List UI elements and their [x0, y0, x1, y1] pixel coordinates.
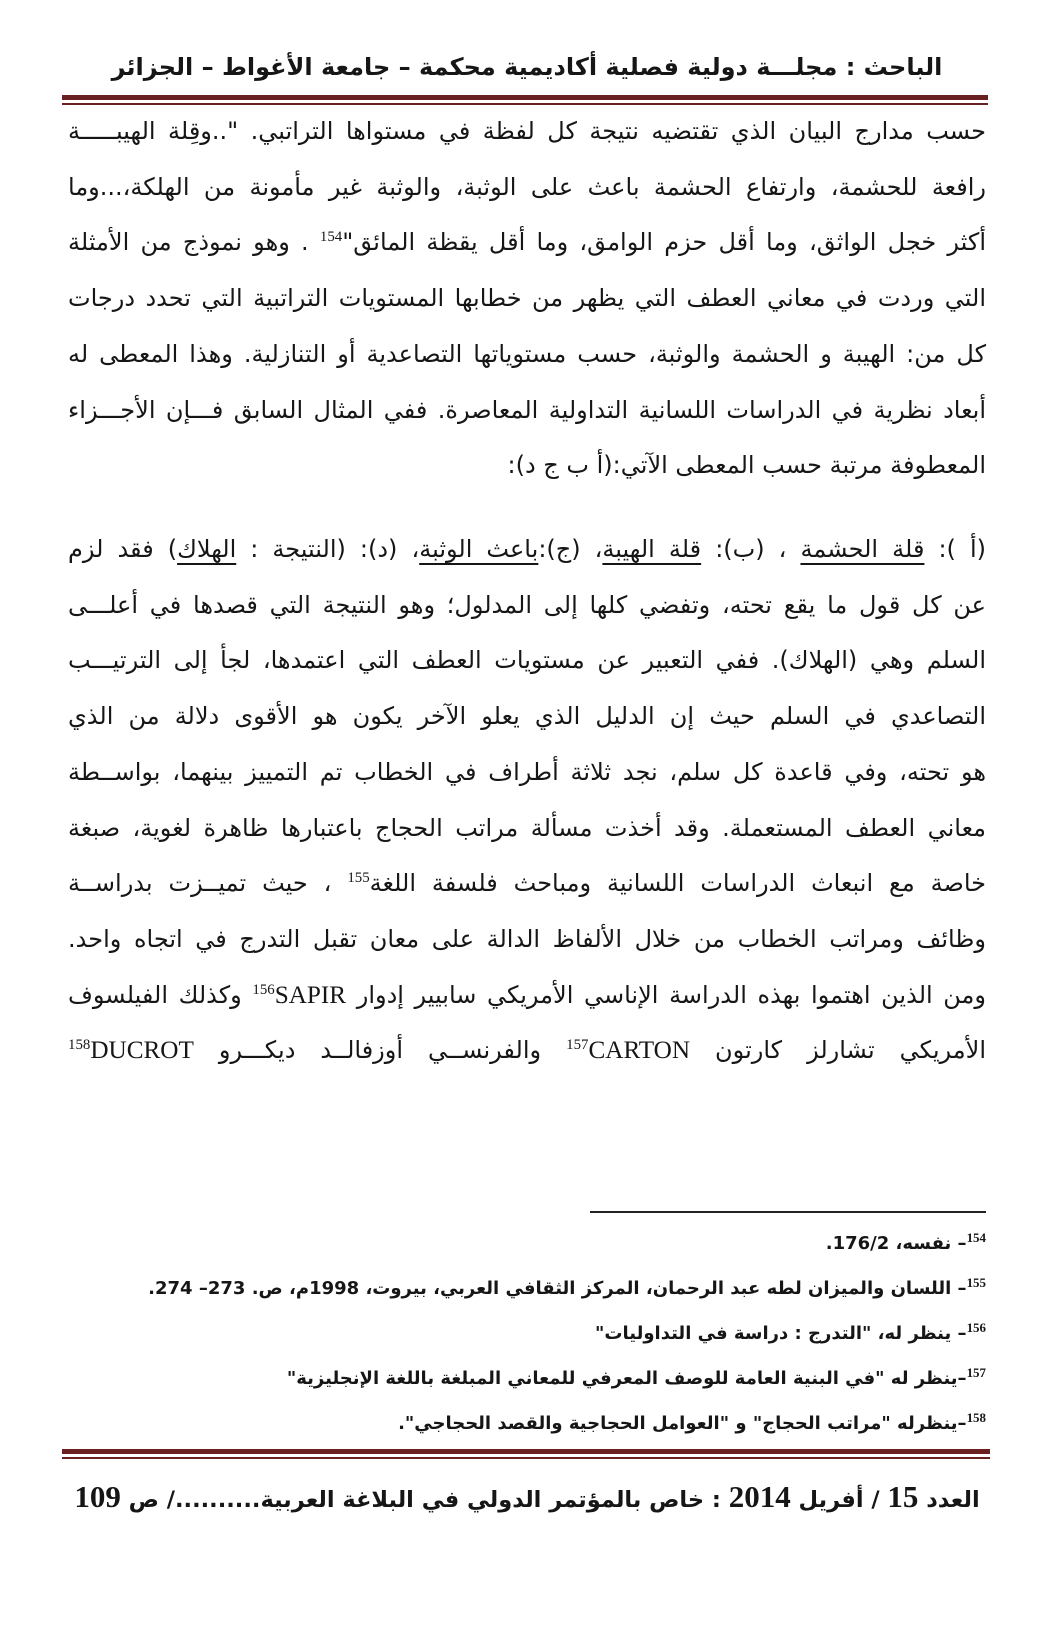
body-line: [68, 104, 986, 160]
footnote-text: – اللسان والميزان لطه عبد الرحمان، المركز الثقافي العربي، بيروت، 1998م، ص. 273– 274.: [148, 1278, 967, 1299]
issue-year: 2014: [728, 1479, 791, 1514]
footer-double-rule: [62, 1449, 990, 1459]
footnote-text: – نفسه، 176/2.: [825, 1233, 967, 1254]
line-text: خاصة مع انبعاث الدراسات اللسانية ومباحث فلسفة اللغة: [369, 869, 986, 898]
footnote-number: 157: [966, 1365, 986, 1380]
footnotes: [68, 1221, 986, 1446]
footnote-ref-154: 154: [319, 229, 343, 246]
issue-number: 15: [887, 1479, 919, 1514]
latin-name: SAPIR: [274, 981, 347, 1009]
line-text: ، (ب):: [701, 535, 801, 563]
line-text: المعطوفة مرتبة حسب المعطى الآتي:(أ ب ج د):: [507, 451, 986, 480]
line-text: معاني العطف المستعملة. وقد أخذت مسألة مراتب الحجاج باعتبارها ظاهرة لغوية، صبغة: [68, 813, 986, 842]
page-number: 109: [74, 1479, 121, 1514]
line-text: ومن الذين اهتموا بهذه الدراسة الإناسي الأمريكي سابيير إدوار: [346, 980, 987, 1009]
body-line: [68, 633, 986, 689]
body-line: [68, 522, 986, 578]
body-line: [68, 689, 986, 745]
footnote-separator: [590, 1211, 986, 1213]
line-text: (أ ):: [924, 535, 986, 563]
line-text: الأمريكي تشارلز كارتون: [690, 1036, 987, 1065]
body-line: [68, 912, 986, 968]
body-line: [68, 215, 986, 271]
issue-label: العدد: [918, 1487, 980, 1513]
line-text: حسب مدارج البيان الذي تقتضيه نتيجة كل لفظة في مستواها التراتبي. "..وقِلة الهيبـــــة: [68, 117, 986, 145]
footnote-ref-157: 157: [566, 1037, 589, 1054]
footnote: [68, 1356, 986, 1401]
journal-running-header: الباحث : مجلـــة دولية فصلية أكاديمية محكمة – جامعة الأغواط – الجزائر: [111, 53, 943, 81]
body-line: [68, 160, 986, 216]
latin-name: CARTON: [588, 1037, 691, 1065]
body-line: [68, 327, 986, 383]
footnote-number: 156: [966, 1320, 986, 1335]
line-text: ) فقد لزم: [68, 535, 178, 563]
line-text: وكذلك الفيلسوف: [68, 980, 253, 1009]
footnote-ref-156: 156: [252, 981, 275, 998]
body-line: [68, 271, 986, 327]
line-text: أبعاد نظرية في الدراسات اللسانية التداولية المعاصرة. ففي المثال السابق فـــإن الأجـــزاء: [68, 395, 986, 424]
body-line: [68, 383, 986, 439]
footnote: [68, 1266, 986, 1311]
paragraph-2: [68, 522, 986, 1079]
footnote-number: 158: [966, 1410, 986, 1425]
paragraph-1: [68, 104, 986, 494]
line-text: عن كل قول ما يقع تحته، وتفضي كلها إلى المدلول؛ وهو النتيجة التي قصدها في أعلـــى: [68, 590, 986, 619]
footnote-text: – ينظر له، "التدرج : دراسة في التداوليات": [595, 1323, 967, 1344]
issue-month: / أفريل: [790, 1487, 888, 1513]
footnote-ref-155: 155: [347, 870, 370, 887]
underlined-term: قلة الهيبة: [602, 535, 702, 563]
body-line: [68, 438, 986, 494]
underlined-term: الهلاك: [177, 535, 237, 563]
line-text: التي وردت في معاني العطف التي يظهر من خطابها المستويات التراتبية التي تحدد درجات: [68, 284, 986, 313]
line-text: أكثر خجل الواثق، وما أقل حزم الوامق، وما أقل يقظة المائق": [342, 228, 986, 257]
footnote-ref-158: 158: [68, 1037, 91, 1054]
body-line: [68, 968, 986, 1024]
line-text: . وهو نموذج من الأمثلة: [68, 228, 320, 257]
line-text: ، (د): (النتيجة :: [236, 535, 420, 563]
footnote-number: 155: [966, 1275, 986, 1290]
line-text: ، (ج):: [538, 535, 603, 563]
line-text: والفرنســي أوزفالــد ديكـــرو: [193, 1036, 567, 1065]
line-text: التصاعدي في السلم حيث إن الدليل الذي يعلو الآخر يكون هو الأقوى دلالة من الذي: [68, 702, 986, 731]
line-text: هو تحته، وفي قاعدة كل سلم، نجد ثلاثة أطراف في الخطاب تم التمييز بينهما، بواســطة: [68, 757, 986, 786]
line-text: كل من: الهيبة و الحشمة والوثبة، حسب مستوياتها التصاعدية أو التنازلية. وهذا المعطى له: [68, 339, 986, 368]
line-text: رافعة للحشمة، وارتفاع الحشمة باعث على الوثبة، والوثبة غير مأمونة من الهلكة،...وما: [68, 172, 986, 201]
line-text: السلم وهي (الهلاك). ففي التعبير عن مستويات العطف التي اعتمدها، لجأ إلى الترتيـــب: [68, 646, 986, 675]
footnote-text: –ينظرله "مراتب الحجاج" و "العوامل الحجاجية والقصد الحجاجي".: [398, 1413, 967, 1434]
body-line: [68, 578, 986, 634]
footnote: [68, 1401, 986, 1446]
body-line: [68, 1023, 986, 1079]
line-text: وظائف ومراتب الخطاب من خلال الألفاظ الدالة على معان تقبل التدرج في اتجاه واحد.: [68, 924, 986, 953]
footnote-text: –ينظر له "في البنية العامة للوصف المعرفي للمعاني المبلغة باللغة الإنجليزية": [286, 1368, 967, 1389]
conference-note: : خاص بالمؤتمر الدولي في البلاغة العربية........../ ص: [120, 1487, 729, 1513]
footnote-number: 154: [966, 1230, 986, 1245]
underlined-term: قلة الحشمة: [800, 535, 925, 563]
body-line: [68, 856, 986, 912]
body-line: [68, 801, 986, 857]
footnote: [68, 1311, 986, 1356]
underlined-term: باعث الوثبة: [419, 535, 539, 563]
line-text: ، حيث تميــزت بدراســة: [68, 869, 348, 898]
footnote: [68, 1221, 986, 1266]
issue-footer: [68, 1470, 986, 1527]
body-line: [68, 745, 986, 801]
latin-name: DUCROT: [90, 1037, 194, 1065]
